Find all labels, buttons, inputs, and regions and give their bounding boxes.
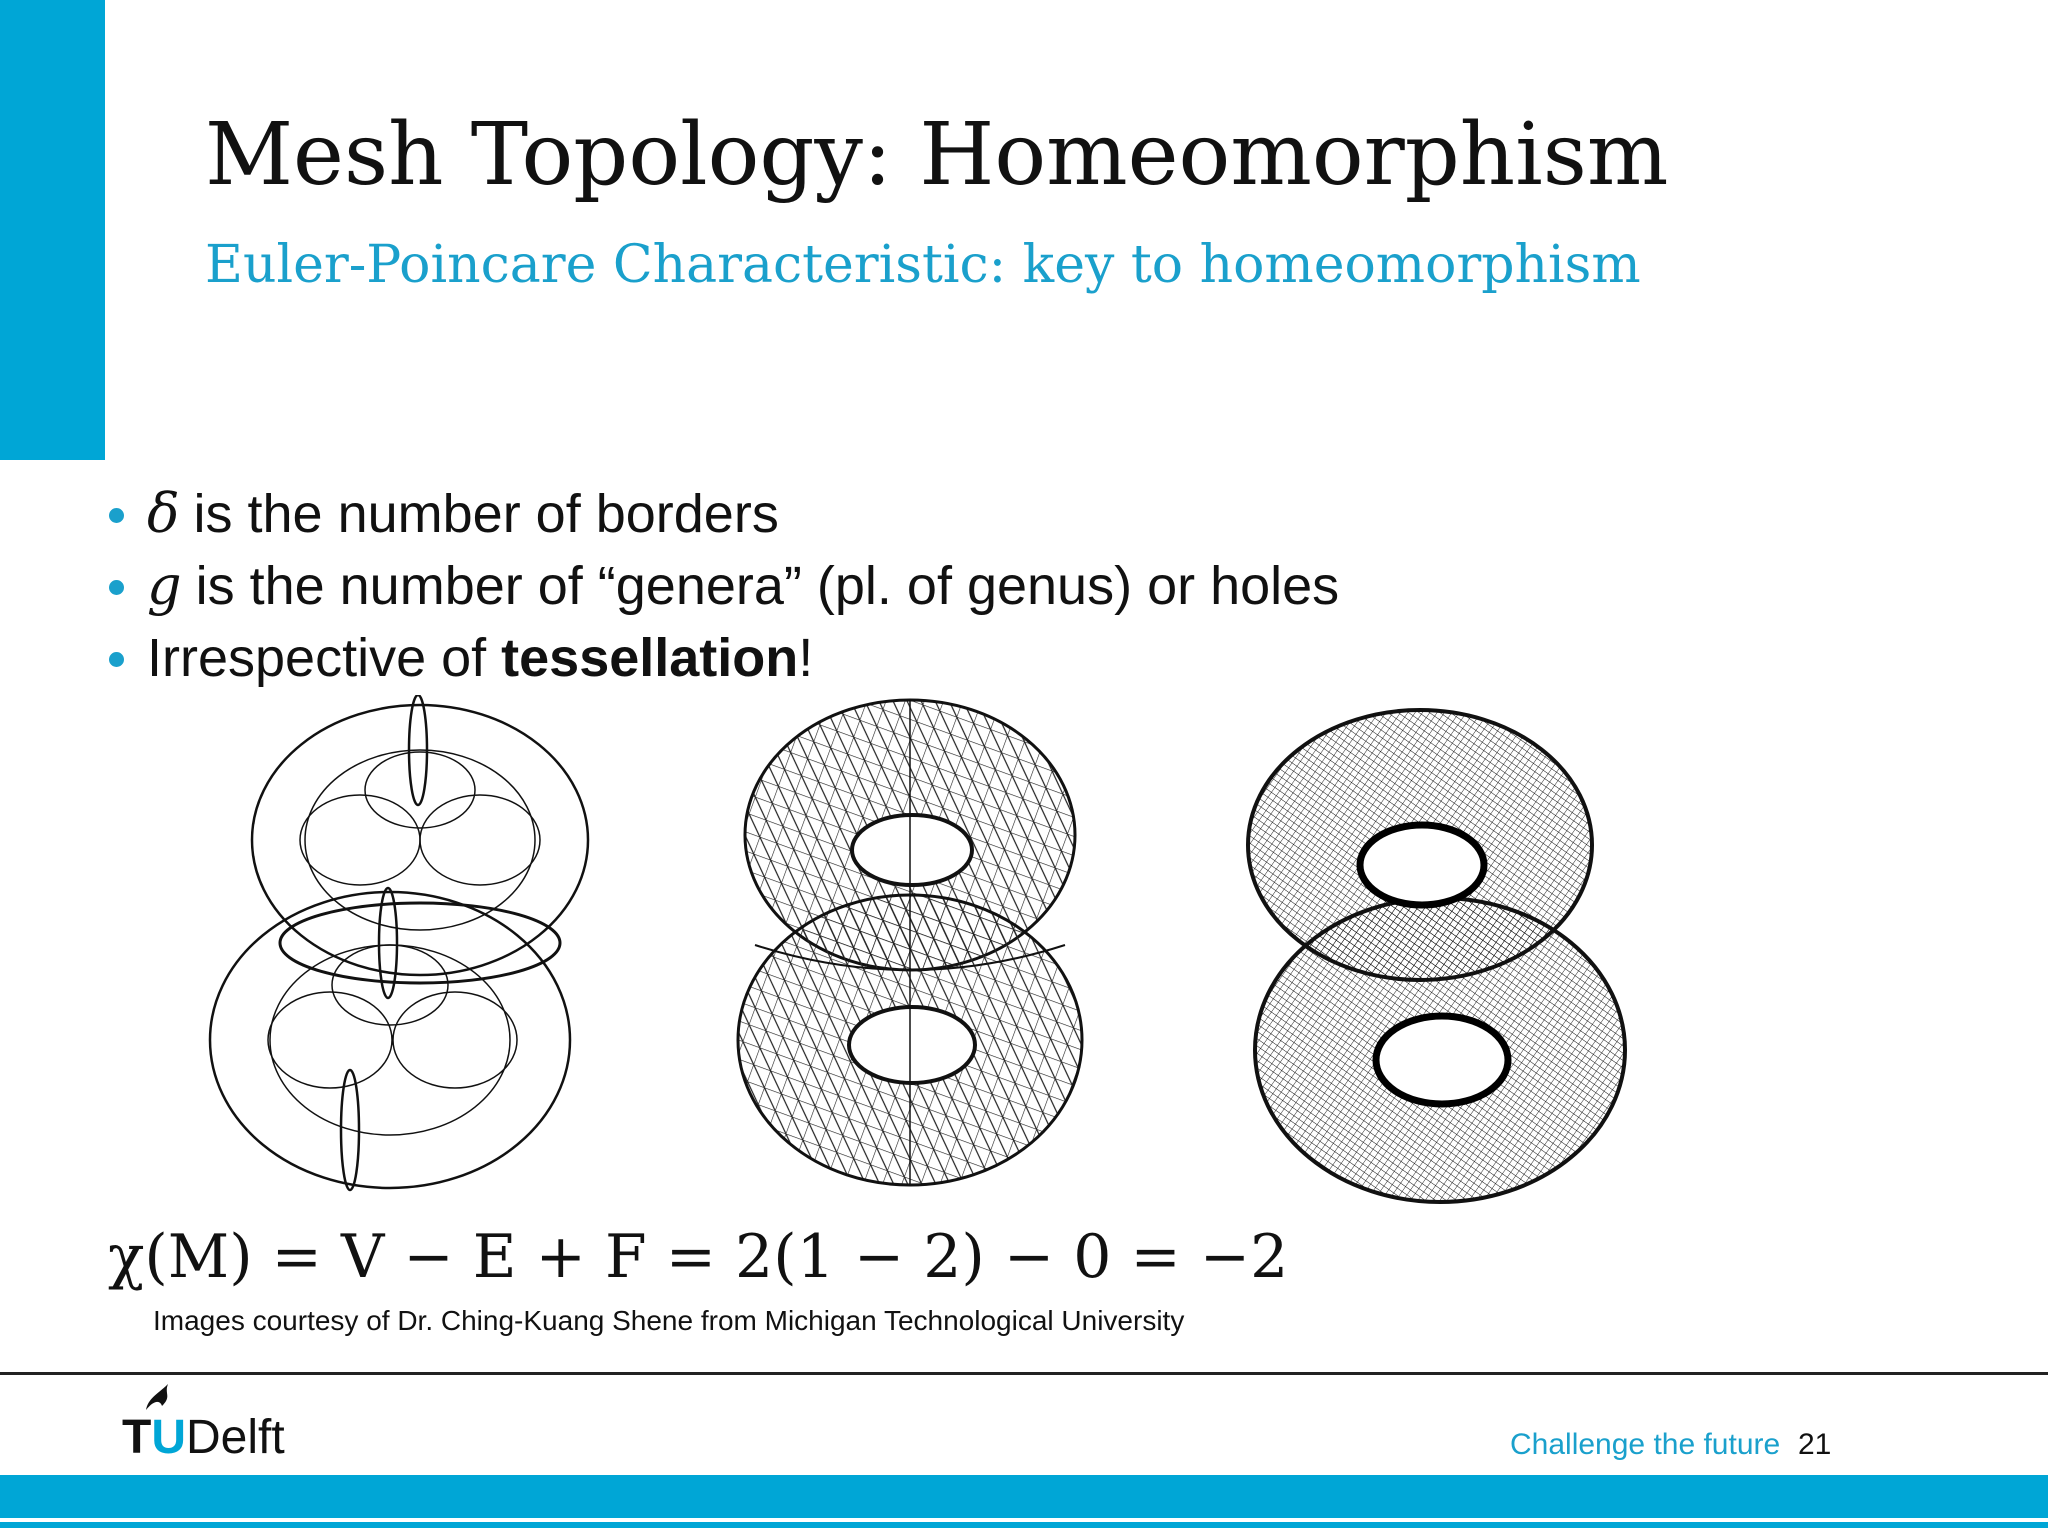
bullet-dot-icon [109, 652, 124, 667]
bullet-text: Irrespective of [147, 628, 502, 688]
dense-mesh-double-torus-icon [1248, 710, 1625, 1202]
delta-symbol: δ [147, 482, 180, 545]
footer-divider [0, 1372, 2048, 1375]
slide-title: Mesh Topology: Homeomorphism [205, 105, 1669, 205]
image-credit: Images courtesy of Dr. Ching-Kuang Shene from Michigan Technological University [153, 1305, 1185, 1336]
bullet-list [105, 478, 1339, 694]
page-number: 21 [1798, 1428, 1832, 1461]
double-torus-figures [160, 695, 1660, 1235]
slide-subtitle: Euler-Poincare Characteristic: key to homeomorphism [205, 235, 1641, 295]
footer-tagline: Challenge the future [1510, 1428, 1781, 1461]
logo-wordmark: TUDelft [122, 1411, 285, 1464]
medium-mesh-double-torus-icon [738, 700, 1082, 1185]
bullet-item-tessellation [105, 622, 1339, 694]
bullet-text: is the number of “genera” (pl. of genus) or holes [195, 556, 1340, 616]
bullet-bold-text: tessellation [501, 628, 799, 688]
euler-formula: χ(M) = V − E + F = 2(1 − 2) − 0 = −2 [108, 1222, 1289, 1292]
bullet-text-end: ! [798, 628, 814, 688]
bullet-text: is the number of borders [193, 484, 779, 544]
genus-symbol: g [147, 554, 182, 617]
coarse-double-torus-icon [210, 695, 588, 1190]
footer-accent-line [0, 1522, 2048, 1528]
accent-side-bar [0, 0, 105, 460]
bullet-item-genera [105, 550, 1339, 622]
bullet-dot-icon [109, 580, 124, 595]
tudelft-logo [122, 1380, 337, 1470]
footer-accent-bar [0, 1475, 2048, 1518]
bullet-dot-icon [109, 508, 124, 523]
bullet-item-borders [105, 478, 1339, 550]
